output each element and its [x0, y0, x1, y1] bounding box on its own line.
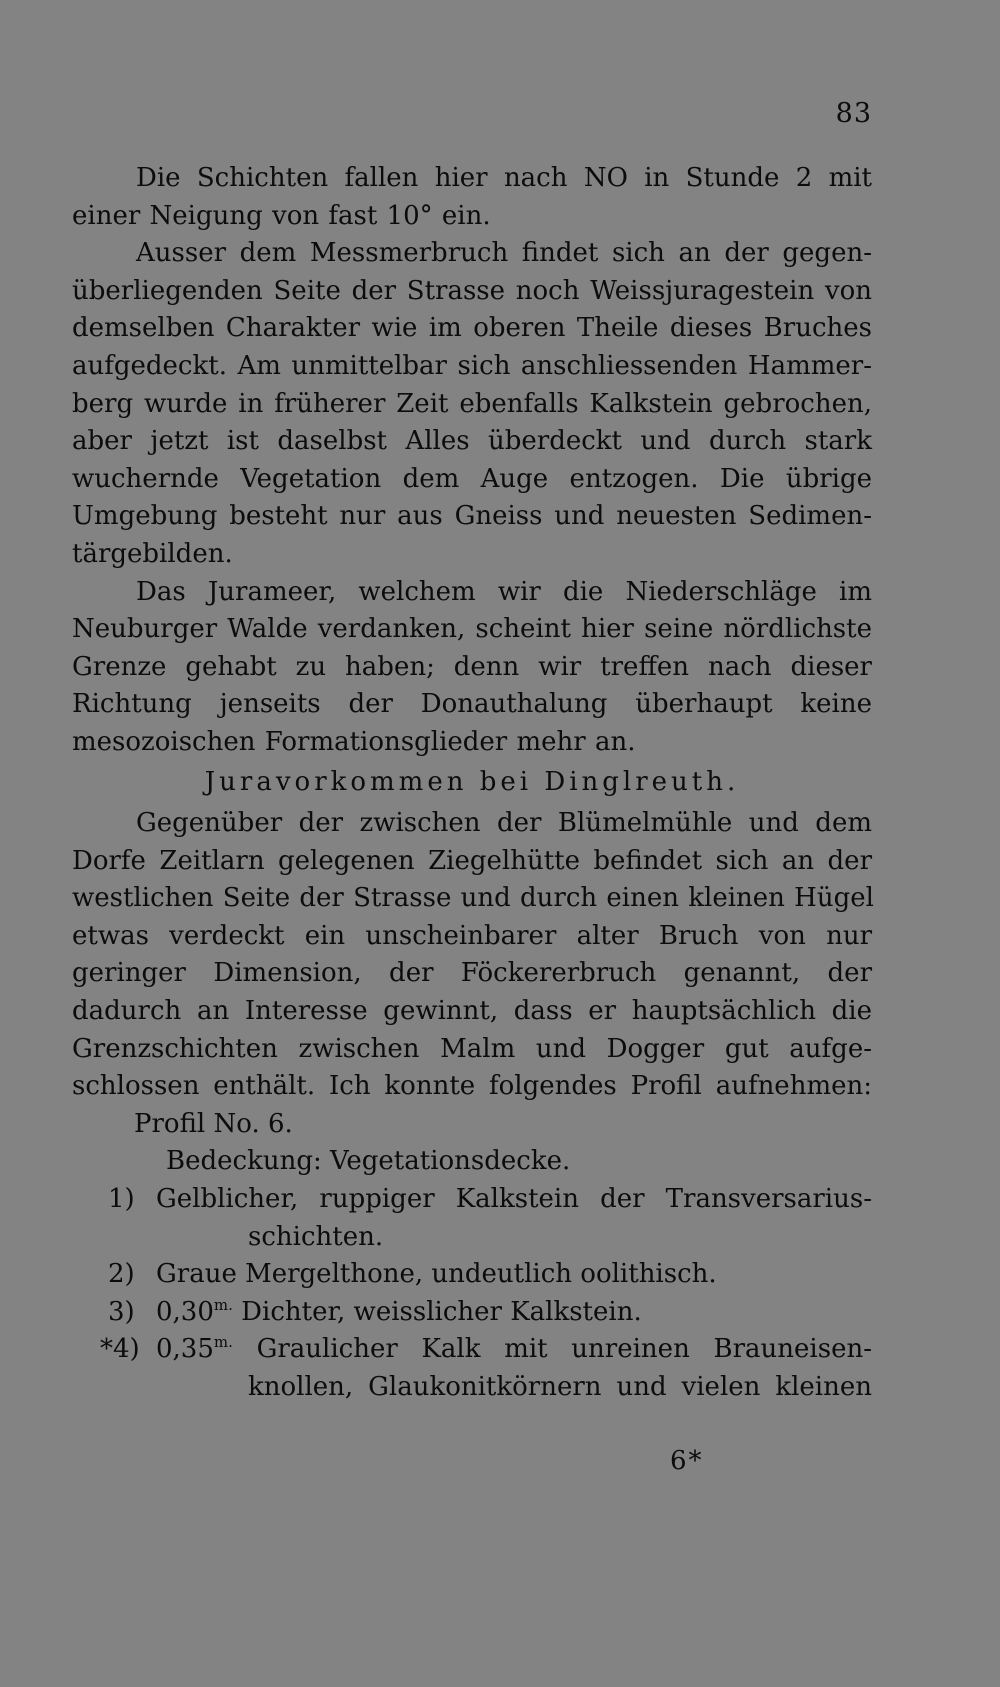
text-line: Grenzschichten zwischen Malm und Dogger gut aufge-	[72, 1033, 872, 1064]
text-line: einer Neigung von fast 10° ein.	[72, 200, 491, 231]
item-number: 3)	[108, 1296, 135, 1327]
text-line: schlossen enthält. Ich konnte folgendes Profil aufnehmen:	[72, 1071, 872, 1102]
item-continuation: knollen, Glaukonitkörnern und vielen kleinen	[248, 1372, 872, 1402]
profile-cover: Bedeckung: Vegetationsdecke.	[166, 1146, 571, 1177]
item-line	[156, 1294, 872, 1332]
item-thickness: 0,35	[156, 1334, 214, 1365]
profile-item-2	[72, 1256, 872, 1294]
item-text: Dichter, weisslicher Kalkstein.	[241, 1296, 642, 1327]
text-line: Das Jurameer, welchem wir die Niederschläge im	[136, 576, 872, 607]
paragraph-4	[72, 805, 872, 1106]
item-text: Gelblicher, ruppiger Kalkstein der Transversarius-	[156, 1184, 872, 1215]
text-line: dadurch an Interesse gewinnt, dass er hauptsächlich die	[72, 996, 872, 1027]
text-line: Umgebung besteht nur aus Gneiss und neuesten Sedimen-	[72, 501, 872, 532]
profile-item-4	[72, 1331, 872, 1406]
text-line: berg wurde in früherer Zeit ebenfalls Kalkstein gebrochen,	[72, 388, 872, 419]
paragraph-2	[72, 235, 872, 573]
item-number: 1)	[108, 1184, 135, 1215]
text-line: wuchernde Vegetation dem Auge entzogen. Die übrige	[72, 463, 872, 494]
signature-mark: 6*	[670, 1446, 704, 1476]
body-text	[72, 160, 872, 1407]
text-line: tärgebilden.	[72, 538, 233, 569]
text-line: Gegenüber der zwischen der Blümelmühle und dem	[136, 808, 872, 839]
paragraph-3	[72, 574, 872, 762]
text-line: Die Schichten fallen hier nach NO in Stunde 2 mit	[136, 163, 872, 193]
item-line	[156, 1331, 872, 1369]
text-line: demselben Charakter wie im oberen Theile dieses Bruches	[72, 313, 872, 344]
item-text: Graulicher Kalk mit unreinen Brauneisen-	[256, 1334, 872, 1365]
profile-title: Profil No. 6.	[134, 1108, 293, 1139]
paragraph-1	[72, 160, 872, 235]
thickness-unit: m.	[213, 1295, 233, 1314]
text-line: geringer Dimension, der Föckererbruch genannt, der	[72, 958, 872, 989]
text-line: aber jetzt ist daselbst Alles überdeckt und durch stark	[72, 426, 872, 457]
item-thickness: 0,30	[156, 1296, 214, 1327]
item-number: 2)	[108, 1259, 135, 1290]
text-line: mesozoischen Formationsglieder mehr an.	[72, 726, 636, 757]
text-line: etwas verdeckt ein unscheinbarer alter Bruch von nur	[72, 920, 872, 951]
text-line: Dorfe Zeitlarn gelegenen Ziegelhütte befindet sich an der	[72, 845, 872, 876]
text-line: Ausser dem Messmerbruch findet sich an der gegen-	[136, 238, 872, 269]
page-number: 83	[835, 98, 872, 129]
item-continuation: schichten.	[248, 1221, 384, 1252]
text-line: westlichen Seite der Strasse und durch einen kleinen Hügel	[72, 883, 874, 914]
section-heading: Juravorkommen bei Dinglreuth.	[204, 766, 740, 797]
text-line: Richtung jenseits der Donauthalung überhaupt keine	[72, 689, 872, 720]
text-line: Grenze gehabt zu haben; denn wir treffen nach dieser	[72, 651, 872, 682]
text-line: überliegenden Seite der Strasse noch Weissjuragestein von	[72, 275, 872, 306]
profile-item-1	[72, 1181, 872, 1256]
thickness-unit: m.	[213, 1333, 233, 1352]
item-number: *4)	[100, 1334, 140, 1365]
profile-item-3	[72, 1294, 872, 1332]
text-line: Neuburger Walde verdanken, scheint hier seine nördlichste	[72, 614, 872, 645]
text-line: aufgedeckt. Am unmittelbar sich anschliessenden Hammer-	[72, 350, 872, 381]
item-text: Graue Mergelthone, undeutlich oolithisch.	[156, 1259, 717, 1290]
